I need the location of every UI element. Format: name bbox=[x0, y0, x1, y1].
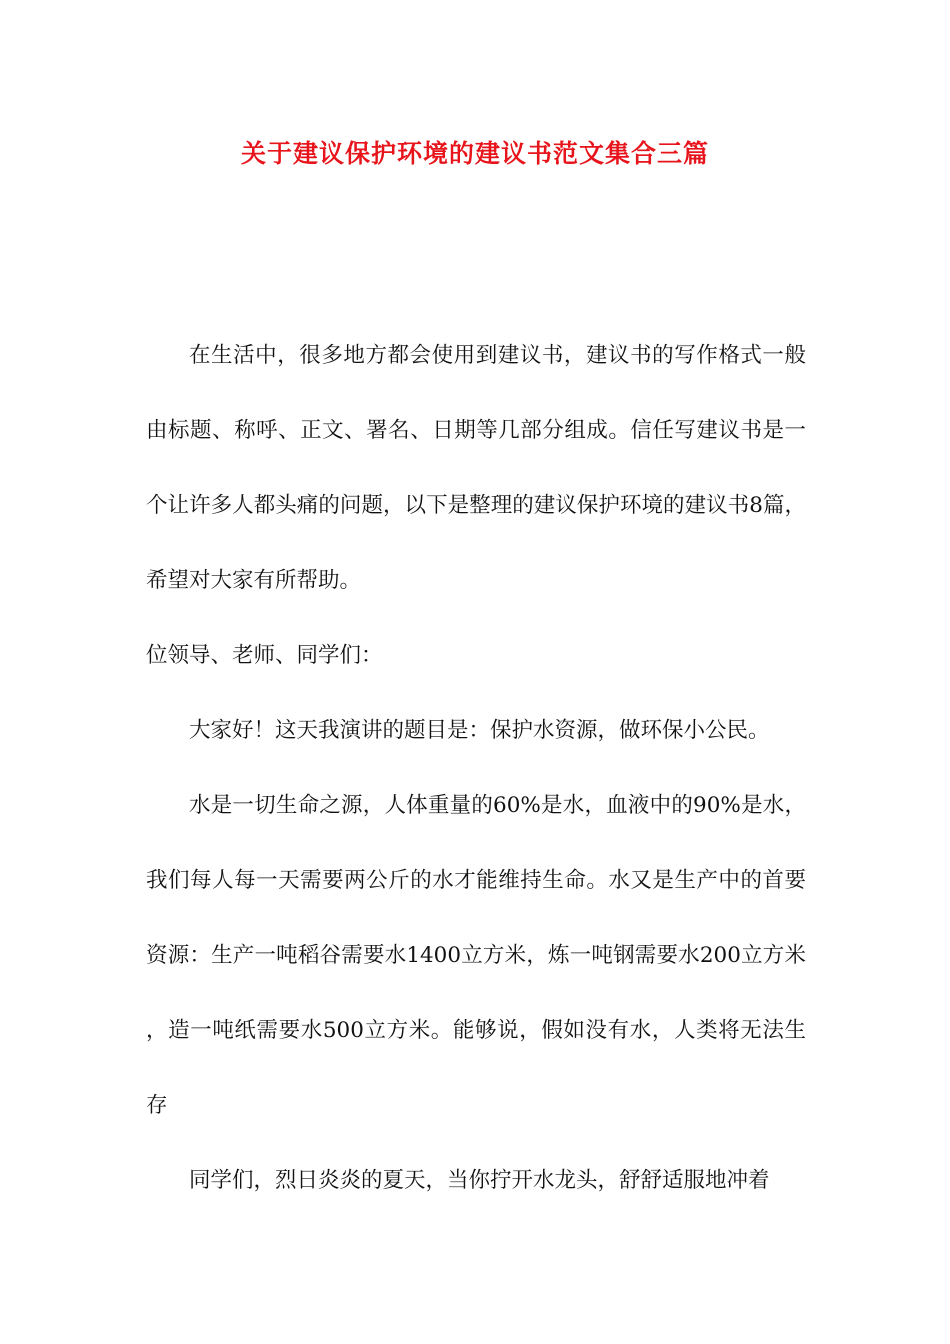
paragraph-summer: 同学们，烈日炎炎的夏天，当你拧开水龙头，舒舒适服地冲着 bbox=[189, 1168, 770, 1193]
paragraph-greeting: 大家好！这天我演讲的题目是：保护水资源，做环保小公民。 bbox=[189, 718, 770, 743]
document-body bbox=[146, 318, 806, 1218]
paragraph-intro: 在生活中，很多地方都会使用到建议书，建议书的写作格式一般由标题、称呼、正文、署名、日期等几部分组成。信任写建议书是一个让许多人都头痛的问题，以下是整理的建议保护环境的建议书8篇，希望对大家有所帮助。 bbox=[146, 343, 806, 593]
document-title: 关于建议保护环境的建议书范文集合三篇 bbox=[240, 139, 709, 168]
paragraph-water-facts: 水是一切生命之源，人体重量的60%是水，血液中的90%是水，我们每人每一天需要两公斤的水才能维持生命。水又是生产中的首要资源：生产一吨稻谷需要水1400立方米，炼一吨钢需要水200立方米，造一吨纸需要水500立方米。能够说，假如没有水，人类将无法生存 bbox=[146, 793, 806, 1118]
paragraph-salutation: 位领导、老师、同学们： bbox=[146, 643, 383, 668]
